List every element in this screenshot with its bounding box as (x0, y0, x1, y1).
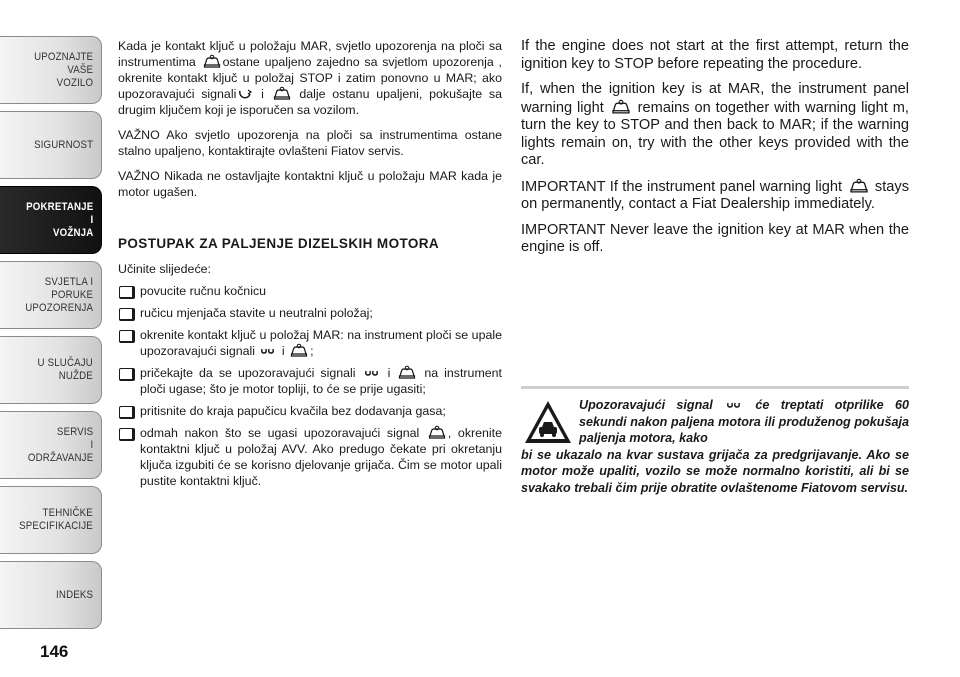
paragraph-vazno-1: VAŽNO Ako svjetlo upozorenja na ploči sa instrumentima ostane stalno upaljeno, kontaktirajte ovlašteni Fiatov servis. (118, 128, 502, 158)
tab-sigurnost[interactable] (0, 111, 102, 179)
engine-icon (238, 88, 252, 101)
car-key-icon (290, 343, 308, 358)
warning-triangle-icon (523, 399, 573, 445)
car-key-icon (398, 365, 416, 380)
paragraph-warning-light: If, when the ignition key is at MAR, the instrument panel warning light remains on together with warning light m, turn the key to STOP and then back to MAR; if the warning lights remain on, try with the other keys provided with the car. (521, 81, 909, 168)
tab-label: TEHNIČKE SPECIFIKACIJE (19, 507, 93, 532)
tab-svjetla-i-poruke[interactable] (0, 261, 102, 329)
car-key-icon (203, 54, 221, 69)
tab-indeks[interactable] (0, 561, 102, 629)
list-item: pritisnite do kraja papučicu kvačila bez dodavanja gasa; (118, 403, 502, 419)
tab-label: INDEKS (55, 588, 93, 601)
paragraph-retry: If the engine does not start at the first attempt, return the ignition key to STOP before repeating the procedure. (521, 38, 909, 72)
tab-label: UPOZNAJTE VAŠE VOZILO (33, 50, 93, 89)
list-item: ručicu mjenjača stavite u neutralni položaj; (118, 305, 502, 321)
tab-label: SVJETLA I PORUKE UPOZORENJA (25, 275, 93, 314)
warning-box (521, 386, 909, 496)
tab-label: SERVIS I ODRŽAVANJE (27, 425, 93, 464)
car-key-icon (428, 425, 446, 440)
tab-pokretanje-i-voznja[interactable] (0, 186, 102, 254)
glow-plug-icon (364, 370, 380, 380)
glow-plug-icon (726, 402, 742, 412)
tab-tehnicke-specifikacije[interactable] (0, 486, 102, 554)
tab-label: U SLUČAJU NUŽDE (37, 357, 93, 382)
tab-u-slucaju-nuzde[interactable] (0, 336, 102, 404)
warning-text: Upozoravajući signal će treptati otprilike 60 sekundi nakon paljena motora ili produženog pokušaja paljenja motora, kako bi se ukazalo na kvar sustava grijača za predgrijavanje. Ako se motor može upaliti, vozilo se može normalno koristiti, ali bi se svakako trebali čim prije obratite ovlaštenome Fiatovom servisu. (521, 398, 910, 495)
car-key-icon (849, 178, 869, 194)
list-item: okrenite kontakt ključ u položaj MAR: na instrument ploči se upale upozoravajući signali i ; (118, 327, 502, 359)
page-number: 146 (40, 642, 69, 661)
paragraph-important-2: IMPORTANT Never leave the ignition key at MAR when the engine is off. (521, 221, 909, 255)
tab-upoznajte-vase-vozilo[interactable] (0, 36, 102, 104)
section-heading: POSTUPAK ZA PALJENJE DIZELSKIH MOTORA (118, 236, 440, 251)
car-key-icon (611, 99, 631, 115)
paragraph-immobilizer: Kada je kontakt ključ u položaju MAR, svjetlo upozorenja na ploči sa instrumentima ostane upaljeno zajedno sa svjetlom upozorenja , okrenite kontakt ključ u položaj STOP i zatim ponovno u MAR; ako upozoravajući signali i dalje ostanu upaljeni, pokušajte sa drugim ključem koji je isporučen sa vozilom. (118, 39, 502, 117)
glow-plug-icon (260, 348, 276, 358)
tab-label: POKRETANJE I VOŽNJA (25, 200, 93, 239)
croatian-text-column (118, 38, 502, 495)
tab-label: SIGURNOST (33, 138, 93, 151)
procedure-steps (118, 283, 502, 489)
list-item: povucite ručnu kočnicu (118, 283, 502, 299)
paragraph-important-1: IMPORTANT If the instrument panel warning light stays on permanently, contact a Fiat Dealership immediately. (521, 178, 909, 212)
car-key-icon (273, 86, 291, 101)
list-item: pričekajte da se upozoravajući signali i na instrument ploči ugase; što je motor topliji, to će se prije ugasiti; (118, 365, 502, 397)
list-item: odmah nakon što se ugasi upozoravajući signal , okrenite kontaktni ključ u položaj AVV. Ako predugo čekate pri okretanju ključa izgubiti će se korisno djelovanje grijača. Čim se motor upali pustite kontaktni ključ. (118, 425, 502, 489)
tab-servis-i-odrzavanje[interactable] (0, 411, 102, 479)
intro-text: Učinite slijedeće: (118, 262, 211, 276)
english-text-column (521, 38, 909, 265)
paragraph-vazno-2: VAŽNO Nikada ne ostavljajte kontaktni ključ u položaju MAR kada je motor ugašen. (118, 169, 502, 199)
